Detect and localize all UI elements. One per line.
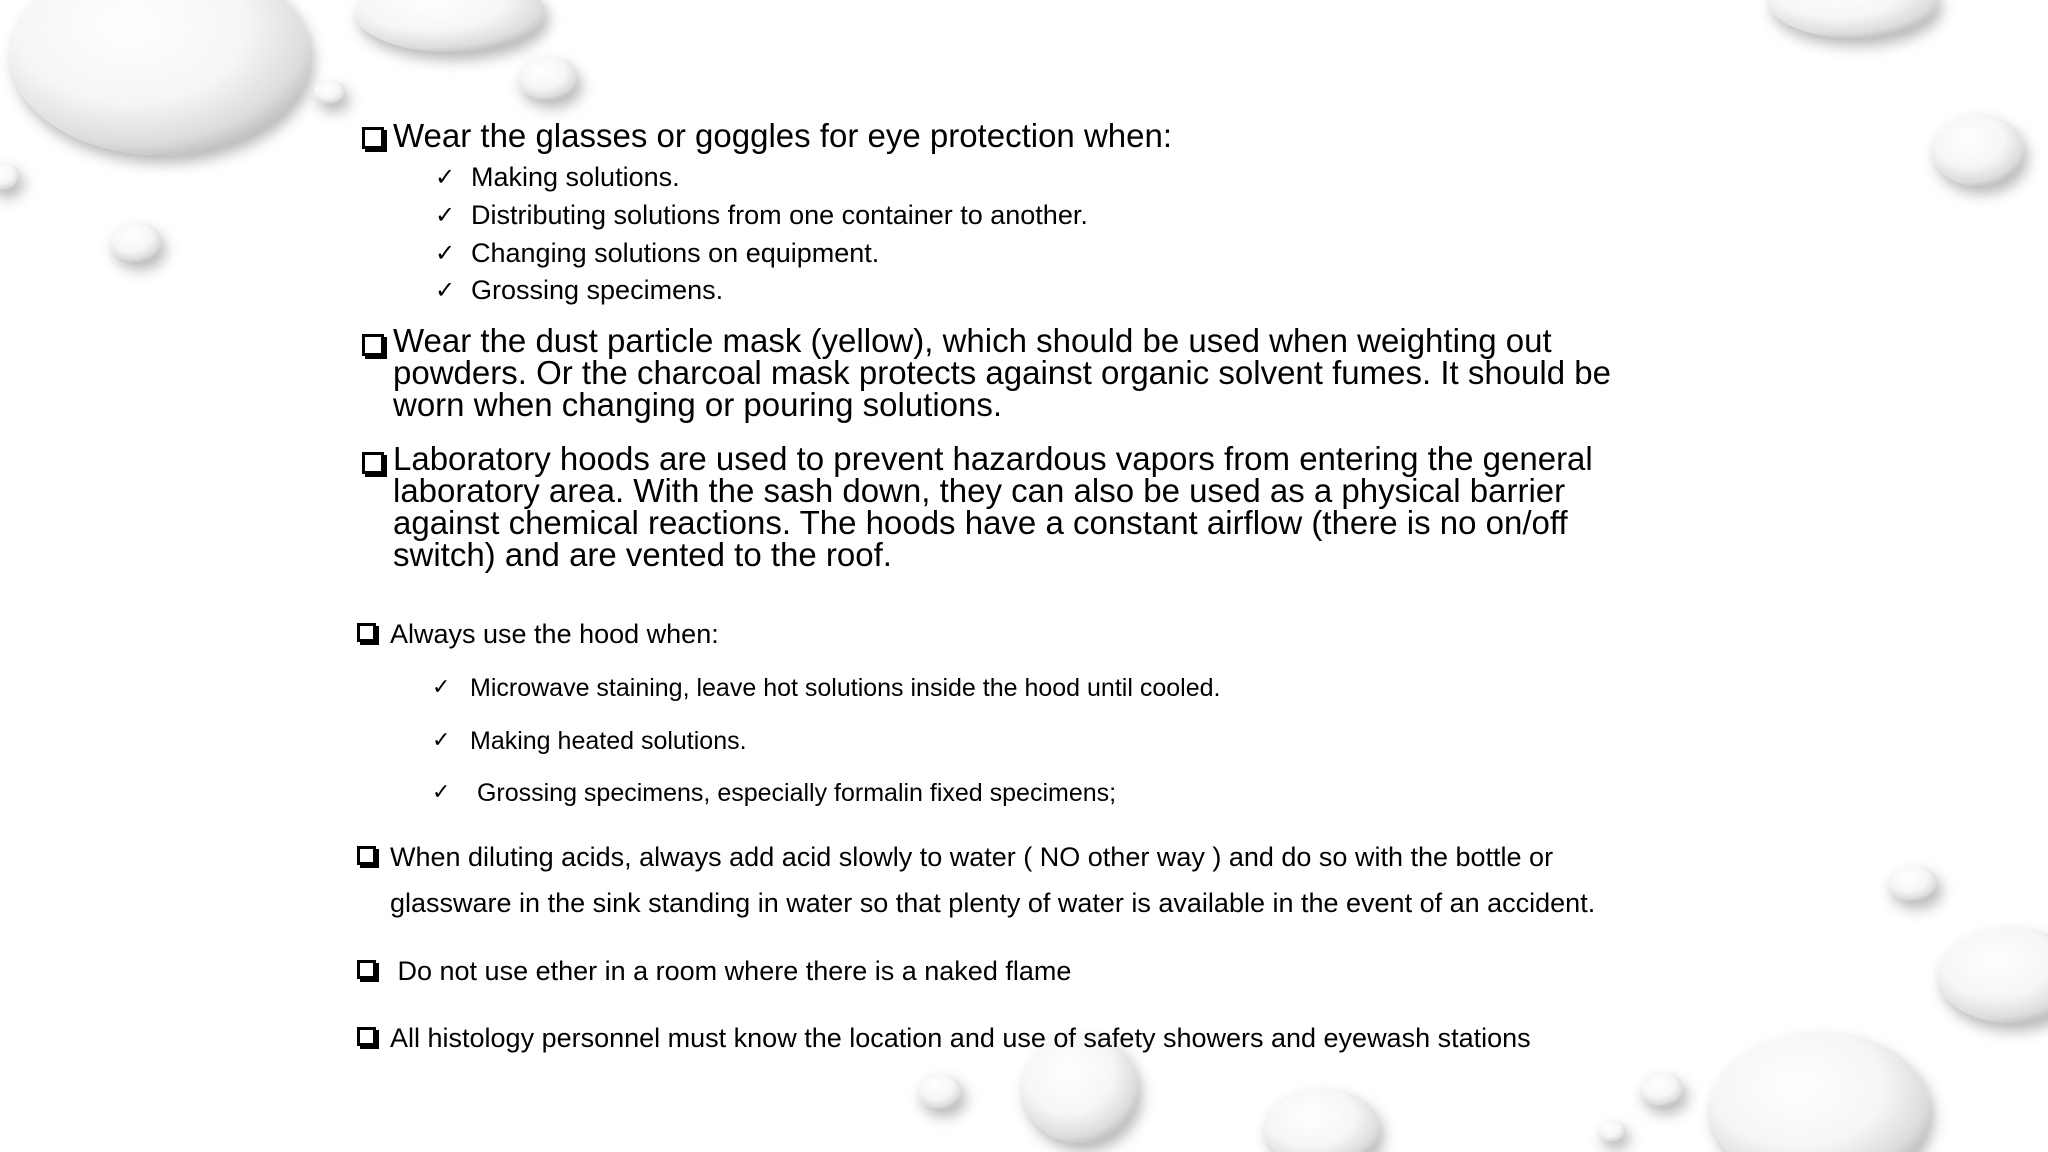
checkmark-icon: ✓	[435, 163, 456, 191]
bullet-text: All histology personnel must know the location and use of safety showers and eyewash stations	[390, 1023, 1531, 1053]
bullet-line: When diluting acids, always add acid slowly to water ( NO other way ) and do so with the bottle or	[390, 842, 1554, 872]
check-item-text: Distributing solutions from one container to another.	[471, 200, 1088, 230]
bullet-safety-showers	[357, 1021, 1531, 1055]
check-item-text: Changing solutions on equipment.	[471, 238, 880, 268]
checkmark-icon: ✓	[435, 201, 456, 229]
square-bullet-icon	[357, 1027, 376, 1046]
check-item	[435, 160, 680, 194]
checkmark-icon: ✓	[432, 780, 451, 805]
checkmark-icon: ✓	[432, 675, 451, 700]
bullet-line: powders. Or the charcoal mask protects against organic solvent fumes. It should be	[393, 354, 1611, 391]
check-item	[435, 273, 723, 307]
check-item	[435, 236, 879, 270]
check-item	[432, 671, 1220, 705]
bullet-text: Always use the hood when:	[390, 619, 719, 649]
bullet-line: Laboratory hoods are used to prevent hazardous vapors from entering the general	[393, 440, 1593, 477]
bullet-line: worn when changing or pouring solutions.	[393, 386, 1003, 423]
check-item	[435, 198, 1088, 232]
check-item-text: Making solutions.	[471, 162, 680, 192]
bullet-ether	[357, 954, 1071, 988]
bullet-text	[393, 322, 1611, 423]
bullet-line: laboratory area. With the sash down, they can also be used as a physical barrier	[393, 472, 1566, 509]
bullet-line: against chemical reactions. The hoods have a constant airflow (there is no on/off	[393, 504, 1568, 541]
bullet-always-use-hood	[357, 617, 719, 651]
square-bullet-icon	[357, 623, 376, 642]
bullet-line: Wear the dust particle mask (yellow), which should be used when weighting out	[393, 322, 1552, 359]
bullet-text	[393, 440, 1593, 573]
bullet-eye-protection	[362, 118, 1172, 154]
checkmark-icon: ✓	[432, 728, 451, 753]
bullet-text	[390, 834, 1595, 926]
check-item	[432, 776, 1116, 810]
square-bullet-icon	[362, 452, 384, 474]
check-item	[432, 724, 747, 758]
bullet-text: Do not use ether in a room where there is a naked flame	[390, 956, 1072, 986]
check-item-text: Making heated solutions.	[470, 727, 747, 755]
bullet-lab-hoods	[362, 440, 1593, 573]
square-bullet-icon	[362, 127, 384, 149]
bullet-line: glassware in the sink standing in water so that plenty of water is available in the event of an accident.	[390, 888, 1596, 918]
checkmark-icon: ✓	[435, 276, 456, 304]
check-item-text: Microwave staining, leave hot solutions inside the hood until cooled.	[470, 674, 1221, 702]
square-bullet-icon	[357, 960, 376, 979]
square-bullet-icon	[357, 846, 376, 865]
checkmark-icon: ✓	[435, 239, 456, 267]
bullet-line: switch) and are vented to the roof.	[393, 536, 892, 573]
check-item-text: Grossing specimens, especially formalin fixed specimens;	[470, 779, 1117, 807]
bullet-diluting-acids	[357, 834, 1595, 926]
square-bullet-icon	[362, 334, 384, 356]
check-item-text: Grossing specimens.	[471, 275, 724, 305]
bullet-text: Wear the glasses or goggles for eye protection when:	[393, 117, 1172, 154]
bullet-dust-mask	[362, 322, 1611, 423]
